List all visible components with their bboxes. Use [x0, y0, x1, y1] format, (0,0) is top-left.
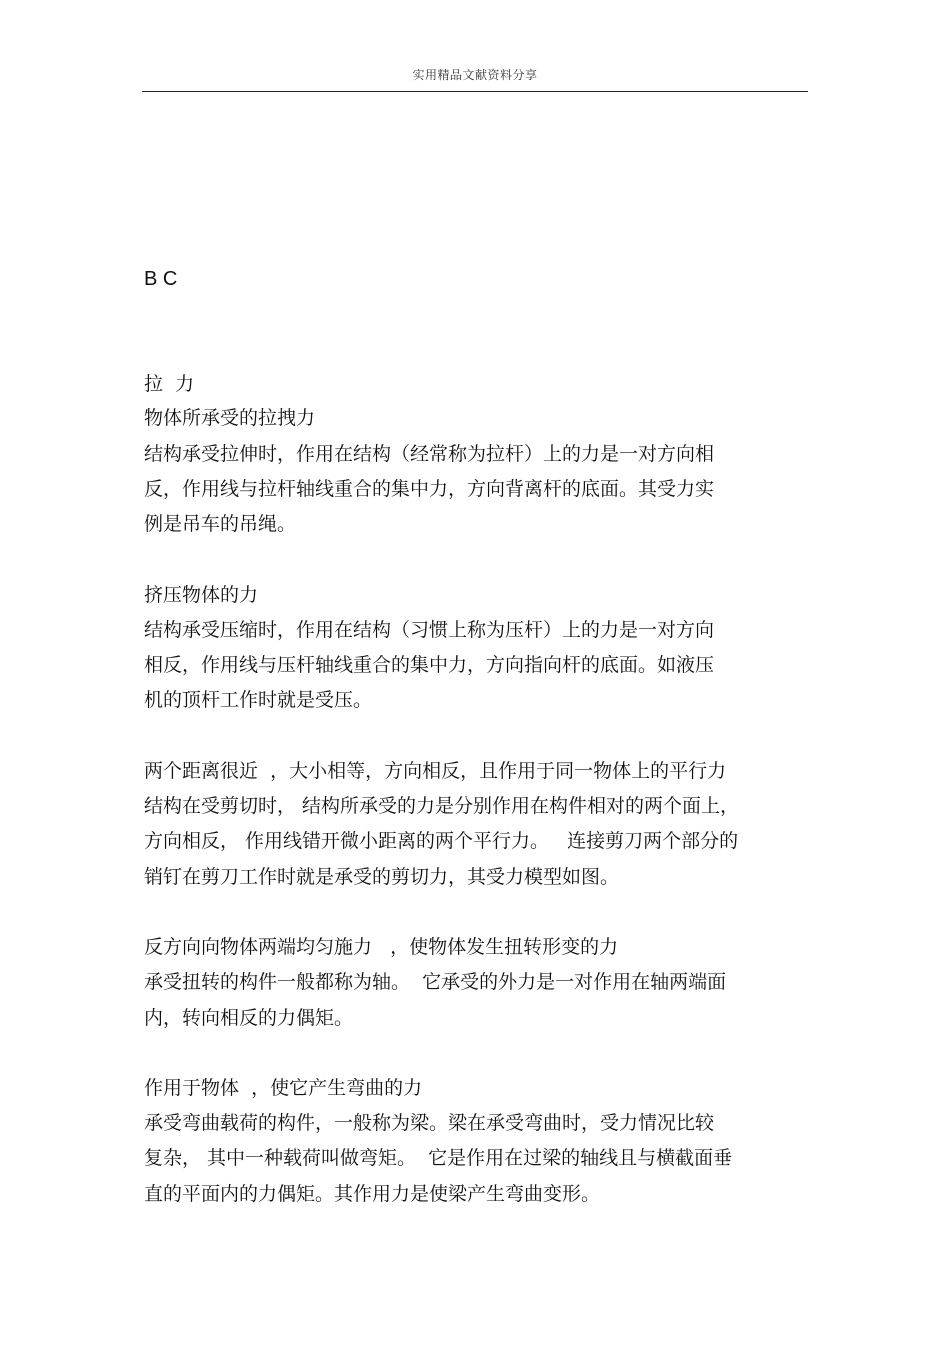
torsion-paragraph-line: 内，转向相反的力偶矩。	[144, 1007, 354, 1029]
torsion-definition: 反方向向物体两端均匀施力 ，使物体发生扭转形变的力	[144, 936, 619, 958]
compression-paragraph-line: 相反，作用线与压杆轴线重合的集中力，方向指向杆的底面。如液压	[144, 654, 715, 676]
page-header: 实用精品文献资料分享	[412, 68, 538, 82]
shear-definition: 两个距离很近 ，大小相等，方向相反，且作用于同一物体上的平行力	[144, 760, 727, 782]
shear-paragraph-line: 结构在受剪切时， 结构所承受的力是分别作用在构件相对的两个面上，	[144, 795, 740, 817]
compression-paragraph-line: 机的顶杆工作时就是受压。	[144, 689, 373, 711]
tension-paragraph-line: 结构承受拉伸时，作用在结构（经常称为拉杆）上的力是一对方向相	[144, 443, 715, 465]
tension-paragraph-line: 反，作用线与拉杆轴线重合的集中力，方向背离杆的底面。其受力实	[144, 478, 715, 500]
header-divider	[142, 91, 808, 92]
bending-paragraph-line: 承受弯曲载荷的构件，一般称为梁。梁在承受弯曲时，受力情况比较	[144, 1112, 715, 1134]
tension-title: 拉 力	[144, 373, 195, 395]
bending-paragraph-line: 直的平面内的力偶矩。其作用力是使梁产生弯曲变形。	[144, 1183, 601, 1205]
compression-paragraph-line: 结构承受压缩时，作用在结构（习惯上称为压杆）上的力是一对方向	[144, 619, 715, 641]
tension-definition: 物体所承受的拉拽力	[144, 407, 316, 429]
compression-definition: 挤压物体的力	[144, 584, 259, 606]
bc-label: B C	[144, 268, 178, 290]
bending-paragraph-line: 复杂， 其中一种载荷叫做弯矩。 它是作用在过梁的轴线且与横截面垂	[144, 1147, 733, 1169]
bending-definition: 作用于物体 ，使它产生弯曲的力	[144, 1077, 423, 1099]
shear-paragraph-line: 方向相反， 作用线错开微小距离的两个平行力。 连接剪刀两个部分的	[144, 830, 739, 852]
shear-paragraph-line: 销钉在剪刀工作时就是承受的剪切力，其受力模型如图。	[144, 866, 620, 888]
tension-paragraph-line: 例是吊车的吊绳。	[144, 513, 297, 535]
torsion-paragraph-line: 承受扭转的构件一般都称为轴。 它承受的外力是一对作用在轴两端面	[144, 971, 727, 993]
